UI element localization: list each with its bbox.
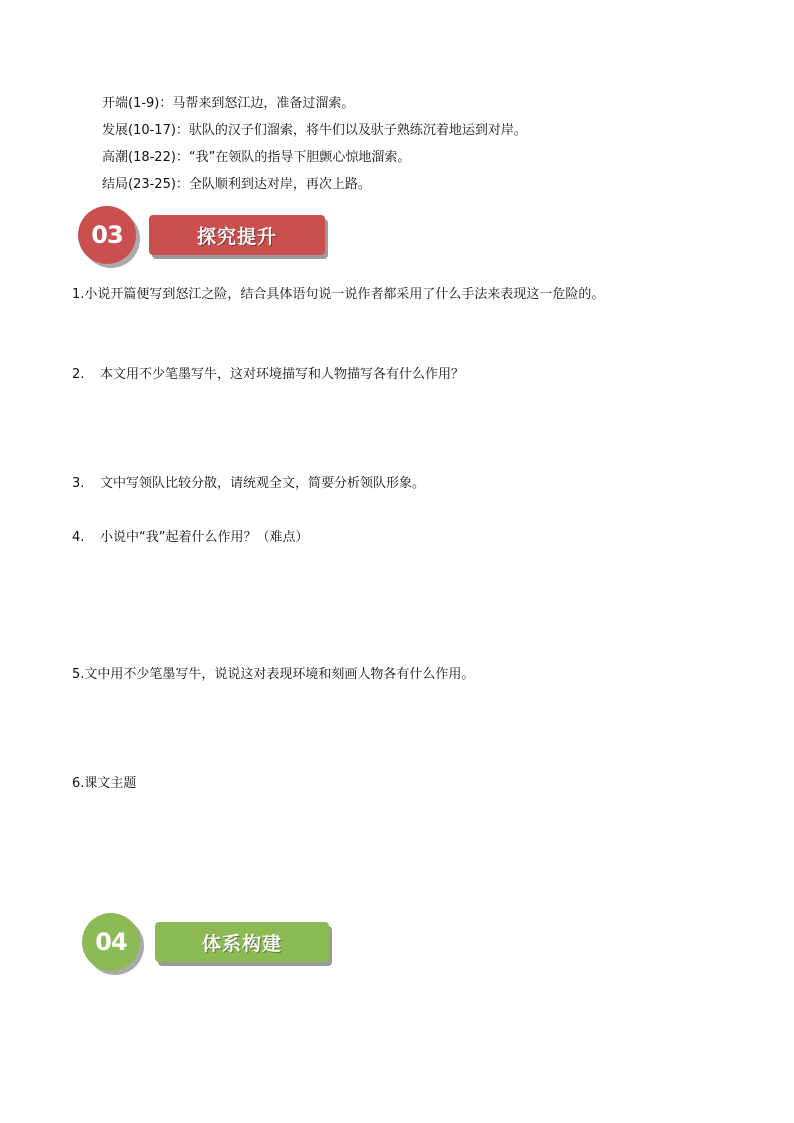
plot-text: ：马帮来到怒江边，准备过溜索。	[159, 96, 355, 111]
plot-line-beginning	[102, 96, 354, 112]
plot-text: ：“我”在领队的指导下胆颤心惊地溜索。	[175, 150, 411, 165]
plot-text: ：驮队的汉子们溜索，将牛们以及驮子熟练沉着地运到对岸。	[175, 123, 527, 138]
question-number: 6.	[72, 776, 85, 791]
section-number: 03	[91, 221, 123, 249]
section-title: 体系构建	[201, 932, 282, 955]
question-text: 课文主题	[84, 776, 137, 791]
plot-line-climax	[102, 150, 410, 166]
question-text: 本文用不少笔墨写牛，这对环境描写和人物描写各有什么作用？	[100, 367, 465, 382]
plot-line-ending	[102, 177, 371, 193]
question-text: 小说开篇便写到怒江之险，结合具体语句说一说作者都采用了什么手法来表现这一危险的。	[84, 287, 605, 302]
question-number: 1.	[72, 287, 85, 302]
question-item	[72, 476, 425, 492]
section-title-banner	[155, 922, 329, 962]
question-number: 4.	[72, 530, 85, 545]
section-title-banner	[149, 215, 325, 255]
question-text: 文中用不少笔墨写牛，说说这对表现环境和刻画人物各有什么作用。	[84, 667, 475, 682]
question-item	[72, 667, 474, 683]
section-number-circle	[82, 913, 140, 971]
plot-label: 开端(1-9)	[102, 96, 160, 111]
section-number-circle	[78, 206, 136, 264]
question-number: 2.	[72, 367, 85, 382]
plot-label: 发展(10-17)	[102, 123, 176, 138]
plot-label: 高潮(18-22)	[102, 150, 176, 165]
plot-text: ：全队顺利到达对岸，再次上路。	[175, 177, 371, 192]
question-text: 小说中“我”起着什么作用？（难点）	[100, 530, 309, 545]
section-title: 探究提升	[196, 225, 277, 248]
question-item	[72, 530, 308, 546]
section-number: 04	[95, 928, 127, 956]
question-number: 3.	[72, 476, 85, 491]
question-number: 5.	[72, 667, 85, 682]
question-item	[72, 367, 464, 383]
question-item	[72, 776, 136, 792]
question-text: 文中写领队比较分散，请统观全文，简要分析领队形象。	[100, 476, 426, 491]
question-item	[72, 287, 604, 303]
plot-label: 结局(23-25)	[102, 177, 176, 192]
plot-line-development	[102, 123, 527, 139]
